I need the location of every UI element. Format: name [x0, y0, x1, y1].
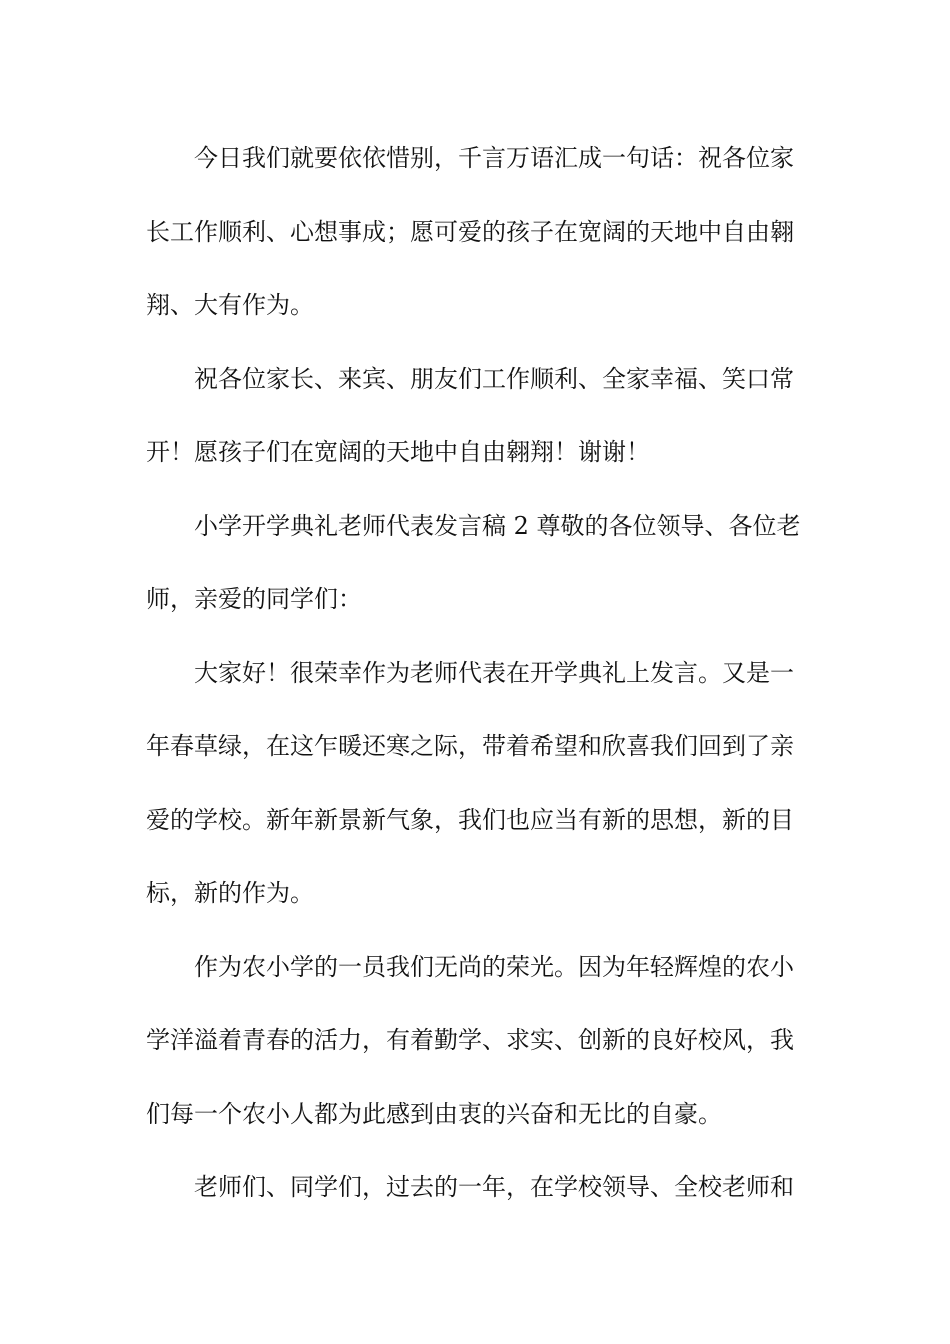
document-body	[146, 122, 806, 1225]
text-line: 翔、大有作为。	[146, 291, 314, 319]
text-line: 小学开学典礼老师代表发言稿 2 尊敬的各位领导、各位老	[194, 511, 801, 540]
text-line: 长工作顺利、心想事成；愿可爱的孩子在宽阔的天地中自由翱	[146, 217, 794, 246]
text-line: 今日我们就要依依惜别，千言万语汇成一句话：祝各位家	[194, 144, 794, 172]
text-line: 作为农小学的一员我们无尚的荣光。因为年轻辉煌的农小	[194, 952, 794, 981]
text-line: 们每一个农小人都为此感到由衷的兴奋和无比的自豪。	[146, 1099, 722, 1128]
text-line: 爱的学校。新年新景新气象，我们也应当有新的思想，新的目	[146, 805, 794, 834]
text-line: 祝各位家长、来宾、朋友们工作顺利、全家幸福、笑口常	[194, 364, 794, 393]
text-line: 大家好！很荣幸作为老师代表在开学典礼上发言。又是一	[194, 658, 794, 687]
text-line: 师，亲爱的同学们：	[146, 585, 362, 613]
text-line: 学洋溢着青春的活力，有着勤学、求实、创新的良好校风，我	[146, 1026, 794, 1054]
text-line: 年春草绿，在这乍暖还寒之际，带着希望和欣喜我们回到了亲	[146, 732, 794, 760]
text-line: 标，新的作为。	[146, 879, 314, 907]
text-line: 开！愿孩子们在宽阔的天地中自由翱翔！谢谢！	[146, 438, 650, 466]
text-line: 老师们、同学们，过去的一年，在学校领导、全校老师和	[194, 1173, 794, 1201]
